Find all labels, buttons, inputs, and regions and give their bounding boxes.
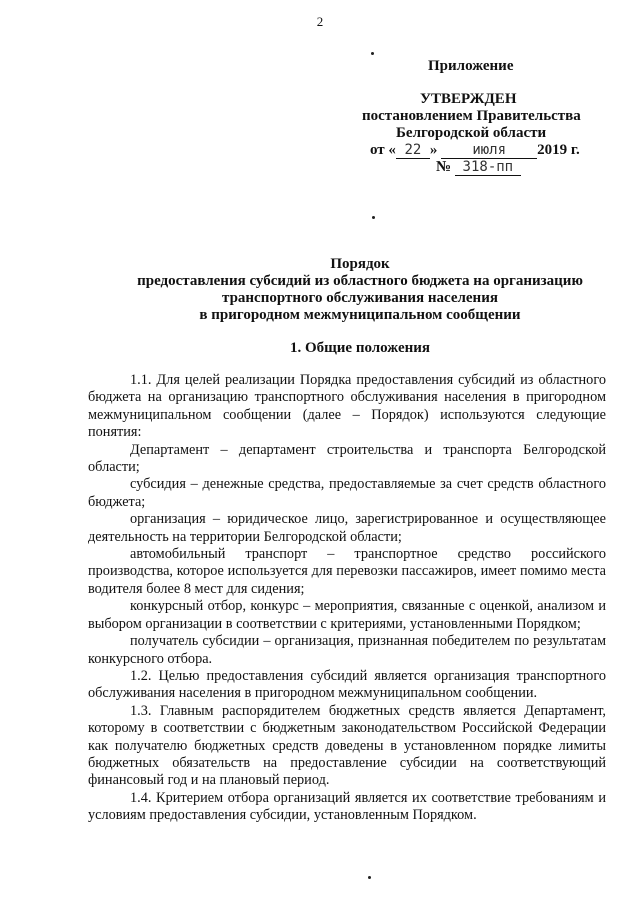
approval-block [360,58,610,176]
date-mid: » [429,142,438,158]
paragraph: 1.2. Целью предоставления субсидий является организация транспортного обслуживания населения в пригородном межмуниципальном сообщении. [88,667,606,702]
title-line-4: в пригородном межмуниципальном сообщении [199,307,521,323]
title-line-1: Порядок [330,256,390,272]
scan-speck [368,876,371,879]
page-number: 2 [316,14,324,29]
date-prefix: от « [370,142,396,158]
title-line-2: предоставления субсидий из областного бюджета на организацию [137,273,583,289]
paragraph: автомобильный транспорт – транспортное средство российского производства, которое используется для перевозки пассажиров, имеет помимо места водителя более 8 мест для сидения; [88,546,606,597]
document-body [88,372,606,825]
decree-number-line [360,159,610,176]
appendix-label: Приложение [428,58,514,74]
date-year: 2019 г. [537,142,580,158]
number-sign: № [436,159,452,175]
paragraph: 1.4. Критерием отбора организаций является их соответствие требованиям и условиям предоставления субсидии, установленным Порядком. [88,789,606,824]
document-title [90,256,630,324]
title-line-3: транспортного обслуживания населения [222,290,498,306]
paragraph: субсидия – денежные средства, предоставляемые за счет средств областного бюджета; [88,476,606,510]
decree-line: постановлением Правительства [362,108,581,124]
decree-number: 318-пп [455,160,521,176]
paragraph: 1.3. Главным распорядителем бюджетных средств является Департамент, которому в соответствии с бюджетным законодательством Российской Федерации как получателю бюджетных средств доведены в установленном порядке лимиты бюджетных обязательств на предоставление субсидии на соответствующий финансовый год и на плановый период. [88,702,606,789]
paragraph: конкурсный отбор, конкурс – мероприятия, связанные с оценкой, анализом и выбором организации в соответствии с критериями, установленными Порядком; [88,598,606,632]
region-line: Белгородской области [396,125,547,141]
paragraph: 1.1. Для целей реализации Порядка предоставления субсидий из областного бюджета на организацию транспортного обслуживания населения в пригородном межмуниципальном сообщении (далее – Порядок) используются следующие понятия: [88,372,606,441]
paragraph: Департамент – департамент строительства и транспорта Белгородской области; [88,441,606,476]
section-heading: 1. Общие положения [289,340,431,356]
paragraph: организация – юридическое лицо, зарегистрированное и осуществляющее деятельность на территории Белгородской области; [88,511,606,545]
scan-speck [371,52,374,55]
approved-heading: УТВЕРЖДЕН [420,91,517,107]
date-line [360,142,610,159]
scan-speck [372,216,375,219]
date-day: 22 [396,143,430,159]
paragraph: получатель субсидии – организация, признанная победителем по результатам конкурсного отбора. [88,633,606,667]
date-month: июля [441,143,537,159]
